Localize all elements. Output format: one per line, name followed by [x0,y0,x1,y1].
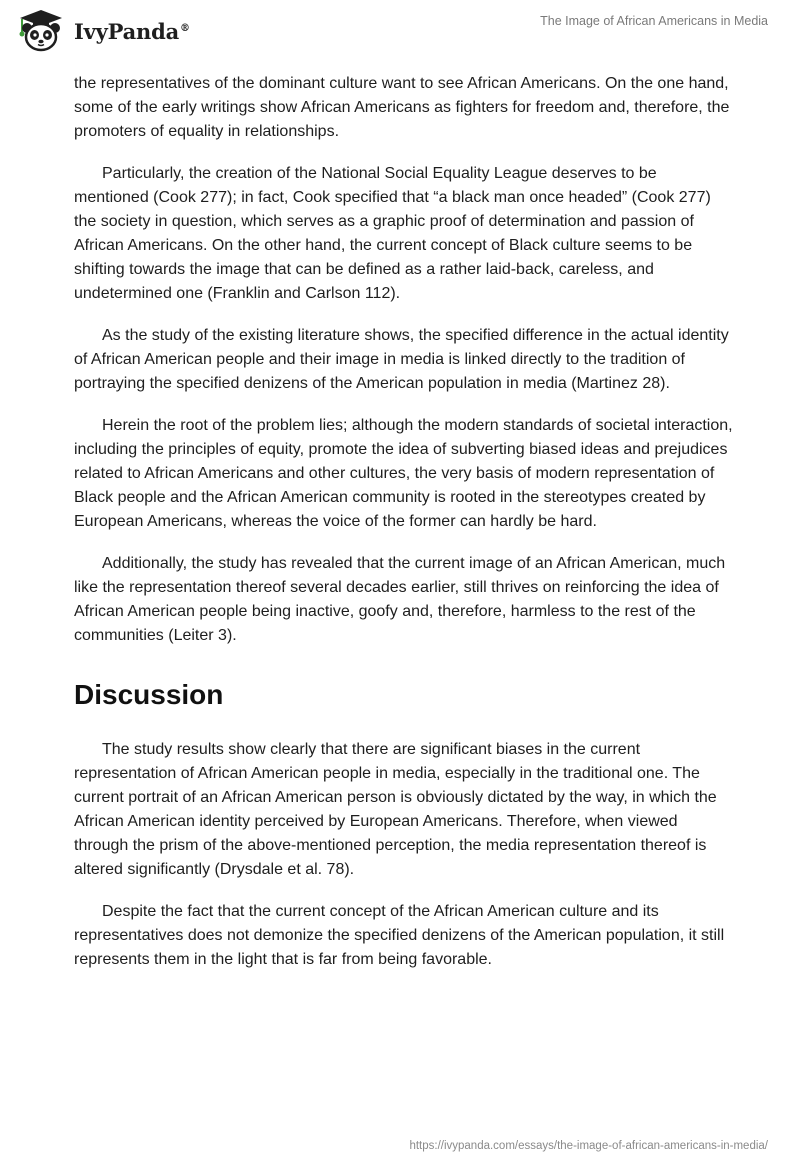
section-heading-discussion: Discussion [74,679,224,710]
logo-wordmark: IvyPanda® [74,18,190,44]
panda-graduate-icon [14,8,68,52]
paragraph: the representatives of the dominant culture want to see African Americans. On the one hand, some of the early writings show African Americans as fighters for freedom and, therefore, the promoters of equality in relationships. [74,75,730,140]
paragraph: Additionally, the study has revealed that the current image of an African American, much like the representation thereof several decades earlier, still thrives on reinforcing the idea of African American people being inactive, goofy and, therefore, harmless to the rest of the communities (Leiter 3). [74,555,726,644]
paragraph: The study results show clearly that there are significant biases in the current representation of African American people in media, especially in the traditional one. The current portrait of an African American person is obviously dictated by the way, in which the African American identity perceived by European Americans. Therefore, when viewed through the prism of the above-mentioned perception, the media representation thereof is altered significantly (Drysdale et al. 78). [74,741,717,878]
ivypanda-logo[interactable] [14,8,190,52]
source-url[interactable]: https://ivypanda.com/essays/the-image-of-african-americans-in-media/ [409,1140,768,1152]
paragraph: Despite the fact that the current concept of the African American culture and its representatives does not demonize the specified denizens of the American population, it still represents them in the light that is far from being favorable. [74,903,725,968]
paragraph: As the study of the existing literature shows, the specified difference in the actual identity of African American people and their image in media is linked directly to the tradition of portraying the specified denizens of the American population in media (Martinez 28). [74,327,729,392]
paragraph: Herein the root of the problem lies; although the modern standards of societal interaction, including the principles of equity, promote the idea of subverting biased ideas and prejudices related to African Americans and other cultures, the very basis of modern representation of Black people and the African American community is rooted in the stereotypes created by European Americans, whereas the voice of the former can hardly be hard. [74,417,733,530]
running-title: The Image of African Americans in Media [540,14,768,28]
paragraph: Particularly, the creation of the National Social Equality League deserves to be mentioned (Cook 277); in fact, Cook specified that “a black man once headed” (Cook 277) the society in question, which serves as a graphic proof of determination and passion of African Americans. On the other hand, the current concept of Black culture seems to be shifting towards the image that can be defined as a rather laid-back, careless, and undetermined one (Franklin and Carlson 112). [74,165,711,302]
page-header [0,0,800,70]
essay-body [74,72,734,990]
